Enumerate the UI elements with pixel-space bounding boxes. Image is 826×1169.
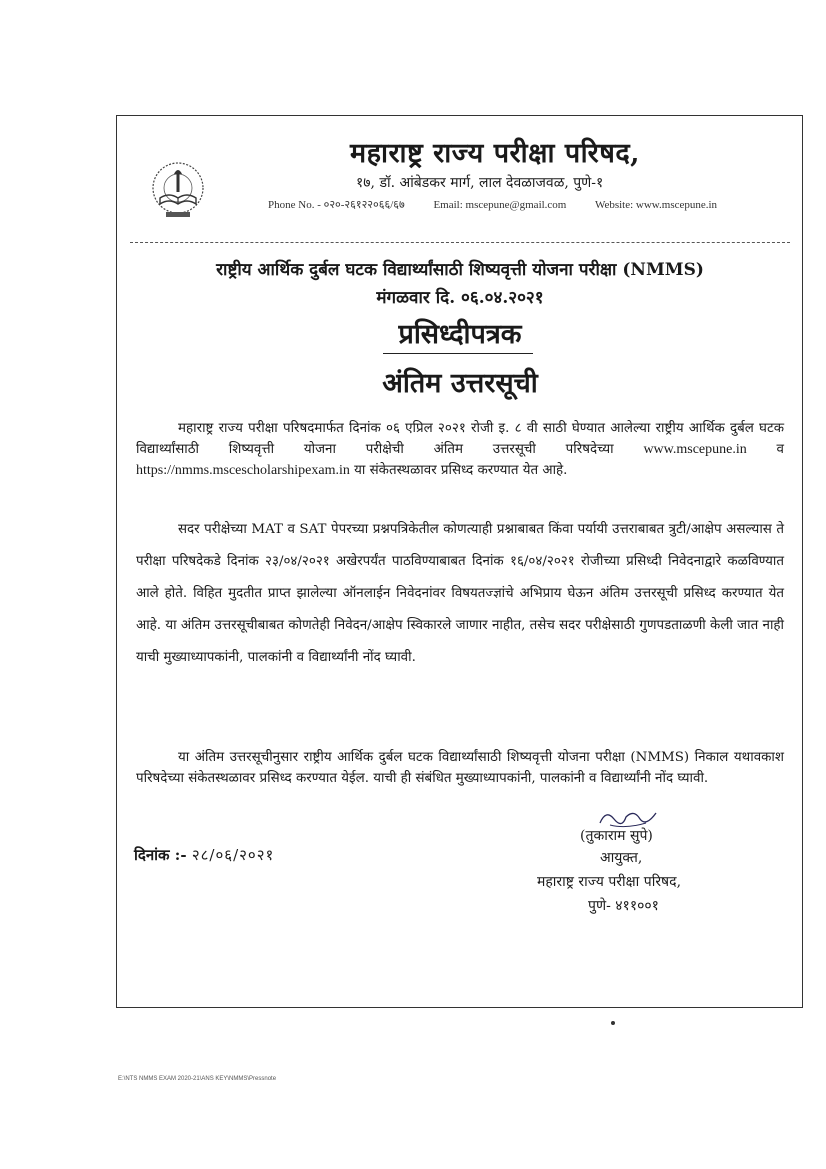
signatory-name: (तुकाराम सुपे) (580, 828, 653, 844)
signatory-office: महाराष्ट्र राज्य परीक्षा परिषद, (537, 874, 682, 890)
email-address: Email: mscepune@gmail.com (433, 199, 567, 211)
paragraph-2 (136, 514, 784, 674)
ink-mark (611, 1021, 615, 1025)
paragraph-1-tail: या संकेतस्थळावर प्रसिध्द करण्यात येत आहे. (354, 463, 568, 478)
date-value: २८/०६/२०२१ (191, 846, 275, 864)
exam-date: मंगळवार दि. ०६.०४.२०२१ (376, 288, 544, 308)
date-label: दिनांक :- (134, 846, 187, 864)
website: Website: www.mscepune.in (594, 199, 718, 211)
paragraph-1-text: महाराष्ट्र राज्य परीक्षा परिषदमार्फत दिनांक ०६ एप्रिल २०२१ रोजी इ. ८ वी साठी घेण्यात आलेल्या राष्ट्रीय आर्थिक दुर्बल घटक विद्यार्थ्यांसाठी शिष्यवृत्ती योजना परीक्षेची अंतिम उत्तरसूची परिषदेच्या (136, 421, 784, 457)
emblem-book-torch-icon (138, 150, 218, 230)
website-link-mscepune: www.mscepune.in (643, 442, 747, 457)
paragraph-3 (136, 747, 784, 789)
paragraph-3-text: या अंतिम उत्तरसूचीनुसार राष्ट्रीय आर्थिक दुर्बल घटक विद्यार्थ्यांसाठी शिष्यवृत्ती योजना परीक्षा (NMMS) निकाल यथावकाश परिषदेच्या संकेतस्थळावर प्रसिध्द करण्यात येईल. याची ही संबंधित मुख्याध्यापकांनी, पालकांनी व विद्यार्थ्यांनी नोंद घ्यावी. (136, 750, 784, 786)
press-release-title: प्रसिध्दीपत्रक (398, 319, 522, 350)
final-answer-key-title: अंतिम उत्तरसूची (382, 368, 538, 399)
title-underline (383, 353, 533, 354)
signatory-city: पुणे- ४११००१ (588, 898, 659, 914)
office-name: महाराष्ट्र राज्य परीक्षा परिषद, (350, 138, 641, 169)
signatory-title: आयुक्त, (600, 850, 643, 866)
issue-date (134, 845, 274, 865)
file-path: E:\NTS NMMS EXAM 2020-21\ANS KEY\NMMS\Pressnote (118, 1076, 277, 1082)
phone-number: Phone No. - ०२०-२६१२२०६६/६७ (268, 199, 405, 211)
exam-title: राष्ट्रीय आर्थिक दुर्बल घटक विद्यार्थ्यांसाठी शिष्यवृत्ती योजना परीक्षा (NMMS) (216, 260, 704, 280)
contact-line (268, 197, 743, 212)
website-link-nmms: https://nmms.mscescholarshipexam.in (136, 463, 350, 478)
header-divider (130, 242, 790, 243)
office-address: १७, डॉ. आंबेडकर मार्ग, लाल देवळाजवळ, पुणे-१ (356, 175, 604, 191)
paragraph-1 (136, 418, 784, 481)
paragraph-2-text: सदर परीक्षेच्या MAT व SAT पेपरच्या प्रश्नपत्रिकेतील कोणत्याही प्रश्नाबाबत किंवा पर्यायी उत्तराबाबत त्रुटी/आक्षेप असल्यास ते परीक्षा परिषदेकडे दिनांक २३/०४/२०२१ अखेरपर्यंत पाठविण्याबाबत दिनांक १६/०४/२०२१ रोजीच्या प्रसिध्दी निवेदनाद्वारे कळविण्यात आले होते. विहित मुदतीत प्राप्त झालेल्या ऑनलाईन निवेदनांवर विषयतज्ज्ञांचे अभिप्राय घेऊन अंतिम उत्तरसूची प्रसिध्द करण्यात येत आहे. या अंतिम उत्तरसूचीबाबत कोणतेही निवेदन/आक्षेप स्विकारले जाणार नाहीत, तसेच सदर परीक्षेसाठी गुणपडताळणी केली जात नाही याची मुख्याध्यापकांनी, पालकांनी व विद्यार्थ्यांनी नोंद घ्यावी. (136, 522, 784, 665)
connector-text: व (776, 442, 784, 457)
